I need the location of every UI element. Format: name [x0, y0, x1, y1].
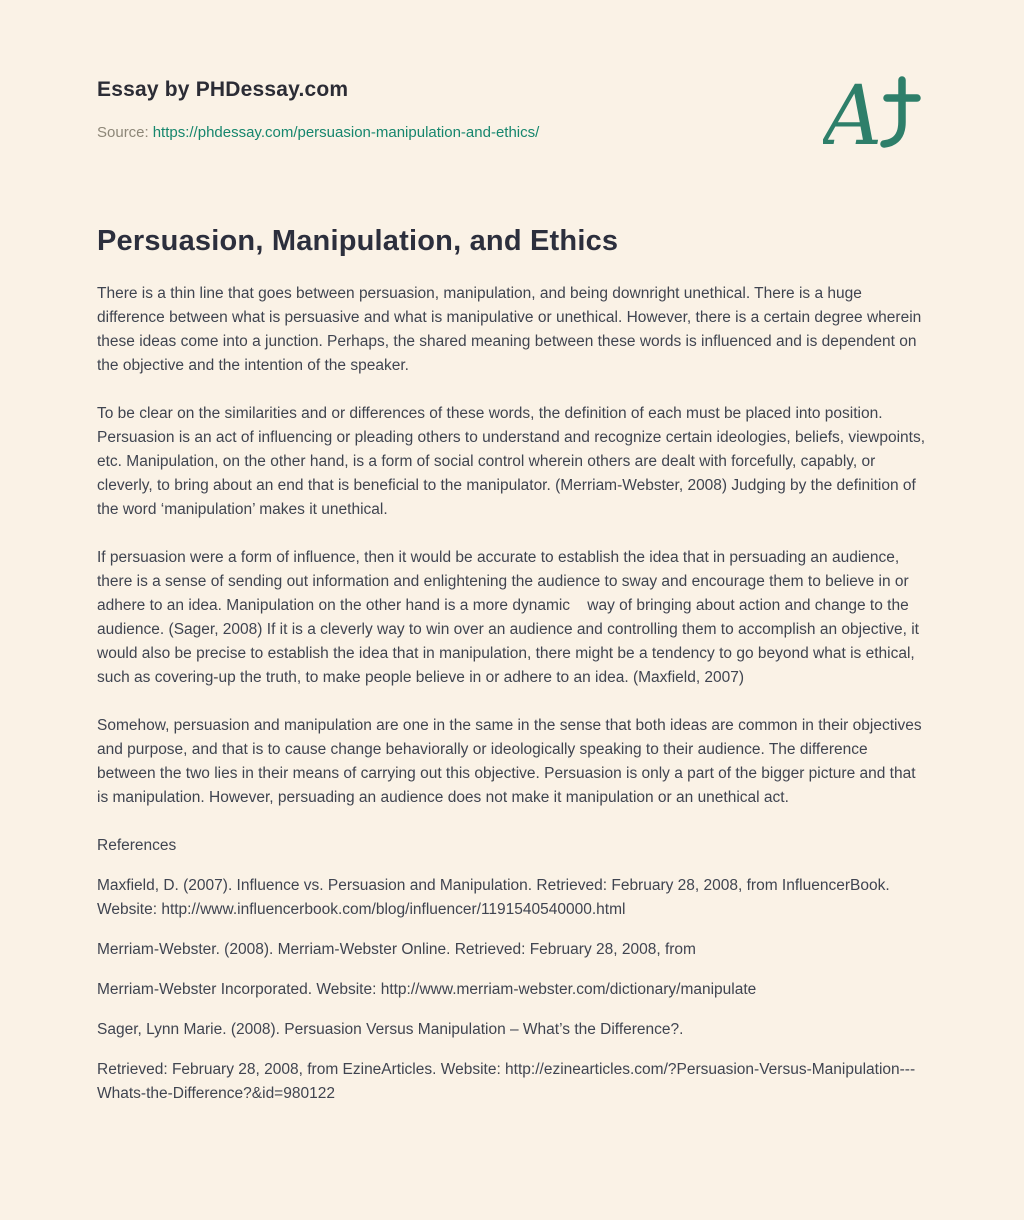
reference-item: Merriam-Webster. (2008). Merriam-Webster Online. Retrieved: February 28, 2008, from: [97, 941, 696, 958]
svg-text:A: A: [823, 69, 883, 160]
essay-title: Persuasion, Manipulation, and Ethics: [97, 225, 619, 257]
essay-body: [97, 282, 930, 1106]
reference-item: Maxfield, D. (2007). Influence vs. Persuasion and Manipulation. Retrieved: February 28, 2008, from InfluencerBook. Website: http://www.influencerbook.com/blog/influencer/1191540540000.html: [97, 877, 894, 918]
references-heading: References: [97, 837, 177, 854]
reference-item: Retrieved: February 28, 2008, from EzineArticles. Website: http://ezinearticles.com/?Persuasion-Versus-Manipulation---Whats-the-Difference?&id=980122: [97, 1061, 916, 1102]
source-label: Source:: [97, 124, 149, 141]
essay-paragraph: If persuasion were a form of influence, then it would be accurate to establish the idea that in persuading an audience, there is a sense of sending out information and enlightening the audience to sway and encourage them to believe in or adhere to an idea. Manipulation on the other hand is a more dynamic way of bringing about action and change to the audience. (Sager, 2008) If it is a cleverly way to win over an audience and controlling them to accomplish an objective, it would also be precise to establish the idea that in manipulation, there might be a tendency to go beyond what is ethical, such as covering-up the truth, to make people believe in or adhere to an idea. (Maxfield, 2007): [97, 549, 924, 686]
essay-paragraph: There is a thin line that goes between persuasion, manipulation, and being downright unethical. There is a huge difference between what is persuasive and what is manipulative or unethical. However, there is a certain degree wherein these ideas come into a junction. Perhaps, the shared meaning between these words is influenced and is dependent on the objective and the intention of the speaker.: [97, 285, 926, 374]
reference-item: Sager, Lynn Marie. (2008). Persuasion Versus Manipulation – What’s the Difference?.: [97, 1021, 684, 1038]
essay-paragraph: To be clear on the similarities and or differences of these words, the definition of each must be placed into position. Persuasion is an act of influencing or pleading others to understand and recognize certain ideologies, beliefs, viewpoints, etc. Manipulation, on the other hand, is a form of social control wherein others are dealt with forcefully, capably, or cleverly, to bring about an end that is beneficial to the manipulator. (Merriam-Webster, 2008) Judging by the definition of the word ‘manipulation’ makes it unethical.: [97, 405, 930, 518]
essay-paragraph: Somehow, persuasion and manipulation are one in the same in the sense that both ideas are common in their objectives and purpose, and that is to cause change behaviorally or ideologically speaking to their audience. The difference between the two lies in their means of carrying out this objective. Persuasion is only a part of the bigger picture and that is manipulation. However, persuading an audience does not make it manipulation or an unethical act.: [97, 717, 926, 806]
a-plus-logo-icon: [823, 68, 927, 160]
phdessay-logo: [823, 68, 927, 160]
source-url-link[interactable]: https://phdessay.com/persuasion-manipulation-and-ethics/: [152, 124, 540, 141]
reference-item: Merriam-Webster Incorporated. Website: http://www.merriam-webster.com/dictionary/manipulate: [97, 981, 757, 998]
page-header: [97, 69, 927, 160]
source-line: [97, 124, 927, 141]
site-header-title: Essay by PHDessay.com: [97, 78, 349, 101]
